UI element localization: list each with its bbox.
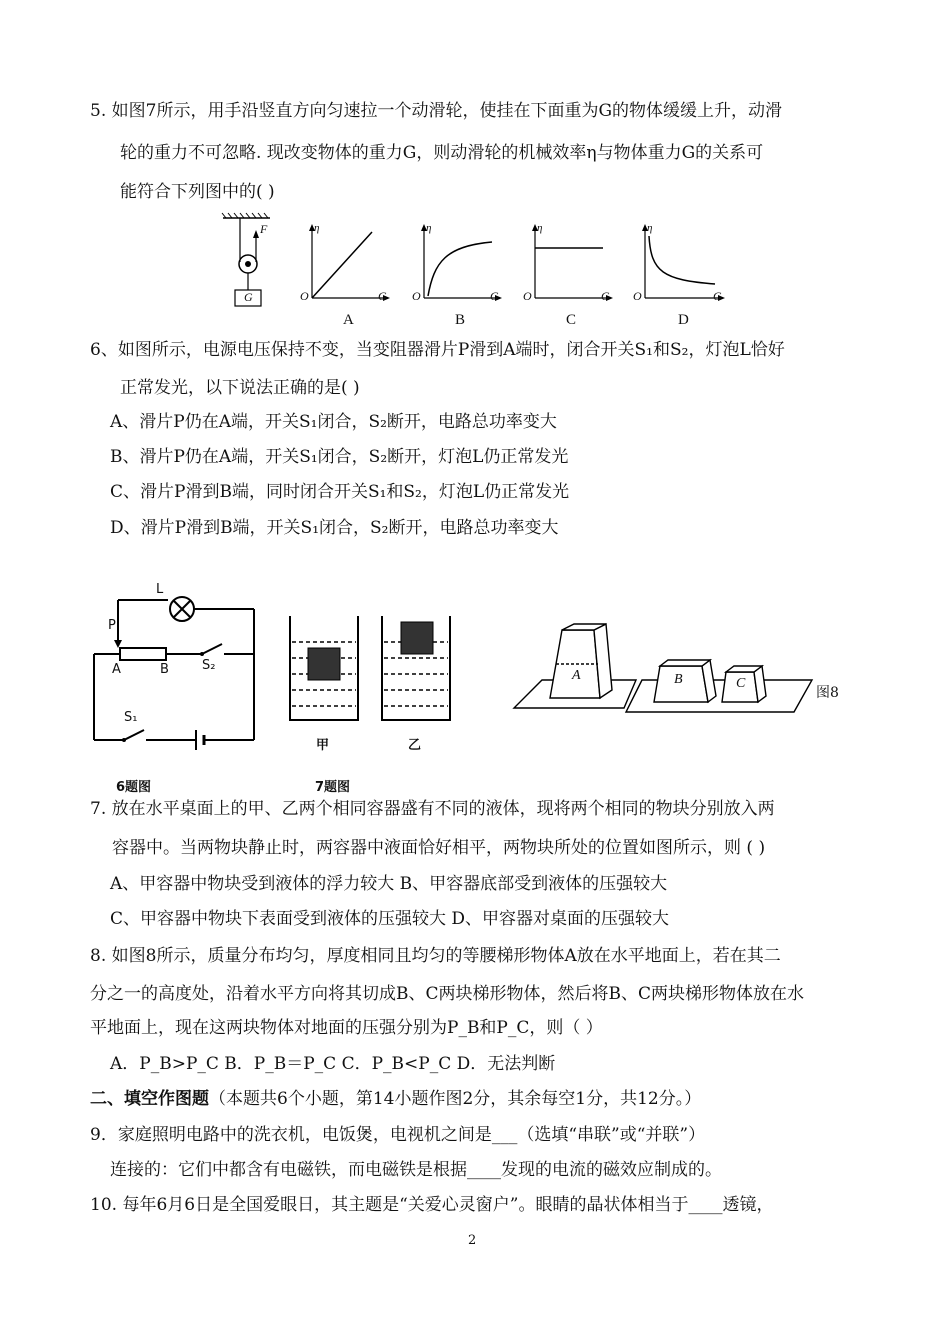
block-a-label: A: [572, 668, 581, 683]
q7-line-1: 7. 放在水平桌面上的甲、乙两个相同容器盛有不同的液体，现将两个相同的物块分别放入两: [90, 799, 775, 819]
q7-options-ab: A、甲容器中物块受到液体的浮力较大 B、甲容器底部受到液体的压强较大: [110, 874, 668, 894]
graph-c: [523, 222, 613, 332]
pulley-figure: [218, 212, 278, 312]
q8-options: A．P_B>P_C B．P_B＝P_C C．P_B<P_C D．无法判断: [110, 1054, 556, 1074]
q9-line-1: 9．家庭照明电路中的洗衣机，电饭煲，电视机之间是___（选填“串联”或“并联”）: [90, 1125, 706, 1145]
q6-figure-caption: 6题图: [116, 780, 152, 795]
graph-a-x-label: G: [378, 289, 387, 303]
q5-line-1: 5. 如图7所示，用手沿竖直方向匀速拉一个动滑轮，使挂在下面重为G的物体缓缓上升，动滑: [90, 101, 783, 121]
graph-b: [412, 222, 502, 332]
q7-line-2: 容器中。当两物块静止时，两容器中液面恰好相平，两物块所处的位置如图所示，则 ( ): [112, 838, 766, 858]
circuit-slider-label: P: [108, 618, 116, 633]
q5-line-2: 轮的重力不可忽略. 现改变物体的重力G，则动滑轮的机械效率η与物体重力G的关系可: [120, 143, 764, 163]
circuit-a-label: A: [112, 662, 121, 677]
block-c-label: C: [736, 676, 746, 691]
fig8-label: 图8: [816, 685, 839, 701]
section-2-heading: [90, 1088, 701, 1110]
q8-line-3: 平地面上，现在这两块物体对地面的压强分别为P_B和P_C，则（ ）: [90, 1018, 603, 1038]
graph-b-y-label: η: [426, 222, 432, 234]
page-number: 2: [468, 1233, 477, 1248]
graph-a: [300, 222, 390, 332]
graph-b-x-label: G: [490, 289, 499, 303]
graph-c-origin: O: [523, 289, 532, 303]
circuit-figure: [88, 582, 268, 757]
circuit-s1-label: S₁: [124, 710, 138, 725]
pulley-weight-label: G: [244, 290, 253, 304]
graph-b-origin: O: [412, 289, 421, 303]
q8-line-2: 分之一的高度处，沿着水平方向将其切成B、C两块梯形物体，然后将B、C两块梯形物体放在水: [90, 984, 804, 1004]
q7-options-cd: C、甲容器中物块下表面受到液体的压强较大 D、甲容器对桌面的压强较大: [110, 909, 670, 929]
q5-line-3: 能符合下列图中的( ): [120, 182, 275, 202]
graph-a-caption: A: [343, 312, 354, 328]
graph-c-y-label: η: [537, 222, 543, 234]
q9-line-2: 连接的：它们中都含有电磁铁，而电磁铁是根据____发现的电流的磁效应制成的。: [110, 1160, 722, 1180]
graph-a-origin: O: [300, 289, 309, 303]
q6-option-d: D、滑片P滑到B端，开关S₁闭合，S₂断开，电路总功率变大: [110, 518, 559, 538]
graph-d-x-label: G: [713, 289, 722, 303]
q6-option-a: A、滑片P仍在A端，开关S₁闭合，S₂断开，电路总功率变大: [110, 412, 557, 432]
circuit-b-label: B: [160, 662, 169, 677]
graph-b-caption: B: [455, 312, 466, 328]
q6-line-2: 正常发光，以下说法正确的是( ): [120, 378, 360, 398]
graph-c-caption: C: [566, 312, 577, 328]
circuit-lamp-label: L: [156, 582, 164, 597]
section-2-description: （本题共6个小题，第14小题作图2分，其余每空1分，共12分。）: [209, 1089, 702, 1109]
pulley-force-label: F: [260, 222, 268, 236]
q6-option-b: B、滑片P仍在A端，开关S₁闭合，S₂断开，灯泡L仍正常发光: [110, 447, 569, 467]
q8-line-1: 8. 如图8所示，质量分布均匀，厚度相同且均匀的等腰梯形物体A放在水平地面上，若在其二: [90, 946, 781, 966]
graph-d: [633, 222, 725, 332]
q6-line-1: 6、如图所示，电源电压保持不变，当变阻器滑片P滑到A端时，闭合开关S₁和S₂，灯泡L恰好: [90, 340, 785, 360]
graph-d-y-label: η: [647, 222, 653, 234]
containers-figure: [284, 608, 464, 758]
graph-d-origin: O: [633, 289, 642, 303]
container-left-label: 甲: [316, 738, 330, 753]
graph-c-x-label: G: [601, 289, 610, 303]
block-b-label: B: [674, 672, 683, 687]
graph-d-caption: D: [678, 312, 689, 328]
blocks-figure: [512, 620, 842, 720]
circuit-s2-label: S₂: [202, 658, 216, 673]
q7-figure-caption: 7题图: [315, 780, 351, 795]
container-right-label: 乙: [408, 738, 422, 753]
graph-a-y-label: η: [314, 222, 320, 234]
q6-option-c: C、滑片P滑到B端，同时闭合开关S₁和S₂，灯泡L仍正常发光: [110, 482, 570, 502]
section-2-title: 二、填空作图题: [90, 1089, 209, 1109]
q10-line-1: 10. 每年6月6日是全国爱眼日，其主题是“关爱心灵窗户”。眼睛的晶状体相当于____透镜，: [90, 1195, 774, 1215]
